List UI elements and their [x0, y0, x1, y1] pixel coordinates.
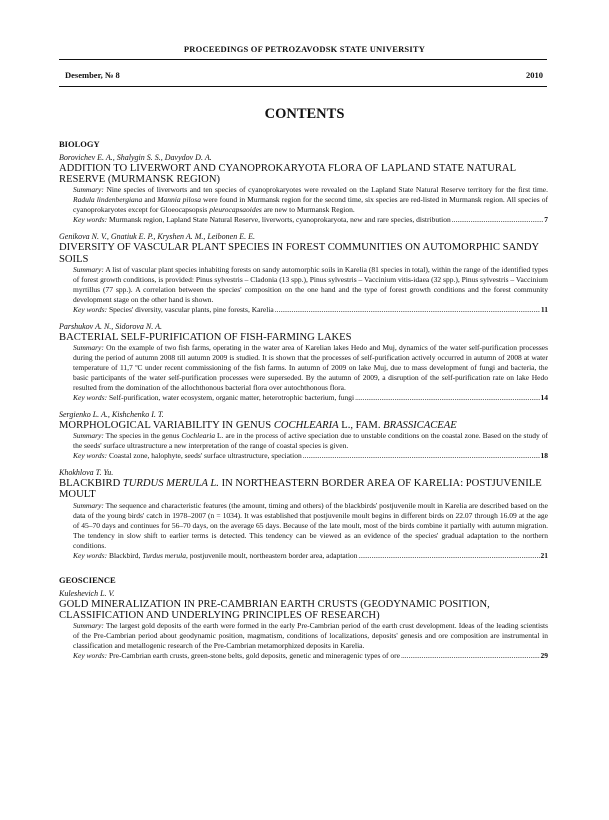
keywords-value: Murmansk region, Lapland State Natural Reserve, liverworts, cyanoprokaryota, new and rare species, distribution [108, 215, 451, 225]
summary-text: were found in Murmansk region for the second time, six species are red-listed in Murmansk region. All species of cyanoprokaryotes except for Gloeocapsopsis [73, 195, 548, 215]
entry-page-number[interactable]: 14 [540, 393, 548, 403]
keywords-label: Key words: [73, 393, 108, 403]
leader-dots [358, 551, 539, 561]
keywords-label: Key words: [73, 304, 108, 314]
title-genus-name: COCHLEARIA [273, 420, 339, 432]
keywords-value: Coastal zone, halophyte, seeds' surface ultrastructure, speciation [108, 451, 302, 461]
year-label: 2010 [526, 70, 543, 80]
keywords-value: Pre-Cambrian earth crusts, green-stone belts, gold deposits, genetic and mineragenic types of ore [108, 651, 400, 661]
keywords-value: Self-purification, water ecosystem, organic matter, heterotrophic bacterium, fungi [108, 393, 355, 403]
entry-title[interactable] [59, 478, 548, 500]
summary-text: A list of vascular plant species inhabiting forests on sandy automorphic soils in Karelia (81 species in total), within the range of the identified types of forest growth conditions, is provided: Pinus sylvestris – Cladonia (13 spp.), Pinus sylvestris – Vaccinium vitis-idaea (32 spp.), Pinus sylvestris – Vaccinium myrtillus (77 spp.). A correlation between the species' composition on the one hand and the type of forest growth conditions and the forest community development stage on the other hand is shown. [73, 264, 548, 304]
keywords-text [73, 551, 357, 561]
entry-keywords [73, 393, 548, 403]
keywords-label: Key words: [73, 550, 108, 560]
entry-summary [73, 185, 548, 215]
entry-title[interactable]: BACTERIAL SELF-PURIFICATION OF FISH-FARMING LAKES [59, 331, 352, 343]
keywords-text [73, 215, 451, 225]
leader-dots [303, 451, 540, 461]
title-text: BLACKBIRD [59, 478, 121, 490]
summary-label: Summary: [73, 264, 104, 274]
keywords-text [73, 393, 354, 403]
entry-summary [73, 431, 548, 451]
keywords-value: Blackbird, [108, 550, 141, 560]
keywords-species-name: Turdus merula [142, 550, 187, 560]
entry-summary [73, 501, 548, 551]
title-species-name: TURDUS MERULA L. [122, 478, 219, 490]
title-text: IN NORTHEASTERN BORDER AREA OF KARELIA: POSTJUVENILE MOULT [59, 478, 542, 501]
summary-species-name: Mannia pilosa [157, 195, 201, 205]
summary-text: The sequence and characteristic features (the amount, timing and others) of the blackbirds' postjuvenile moult in Karelia are described based on the data of the young birds' catch in 1978–2007 (n = 1034). It was established that postjuvenile moult begins in different birds on 22.07 through 16.09 at the age of 45–70 days and continues for 56–70 days, on the average 65 days. Because of the late moult, most of the birds combine it partially with autumn migration. The tendency in slow shift to earlier terms is detected. This tendency can be viewed as an evidence of the species' gradual adaptation to the northern conditions. [73, 500, 548, 550]
summary-label: Summary: [73, 621, 104, 631]
leader-dots [275, 305, 540, 315]
entry-summary [73, 265, 548, 305]
entry-summary [73, 343, 548, 393]
summary-text: The species in the genus [105, 431, 180, 441]
title-family-name: BRASSICACEAE [383, 420, 457, 432]
contents-body [59, 139, 548, 668]
summary-text: Nine species of liverworts and ten species of cyanoprokaryotes were revealed on the Lapland State Natural Reserve territory for the first time. [106, 185, 549, 195]
entry-authors: Kuleshevich L. V. [59, 588, 115, 598]
leader-dots [401, 651, 540, 661]
title-text: L., FAM. [341, 420, 381, 432]
summary-label: Summary: [73, 500, 104, 510]
entry-authors: Genikova N. V., Gnatiuk E. P., Kryshen A. M., Leibonen E. E. [59, 232, 255, 242]
summary-text: and [144, 195, 156, 205]
summary-genus-name: Cochlearia [181, 431, 216, 441]
entry-keywords [73, 551, 548, 561]
keywords-value: , postjuvenile moult, northeastern border area, adaptation [186, 550, 358, 560]
entry-authors: Khokhlova T. Yu. [59, 468, 114, 478]
entry-title[interactable] [59, 420, 548, 431]
leader-dots [452, 215, 543, 225]
contents-entry [59, 232, 548, 314]
contents-entry [59, 410, 548, 461]
entry-keywords [73, 651, 548, 661]
entry-page-number[interactable]: 18 [540, 451, 548, 461]
summary-species-name: Radula lindenbergiana [73, 195, 143, 205]
entry-keywords [73, 305, 548, 315]
leader-dots [355, 393, 539, 403]
contents-entry [59, 322, 548, 403]
contents-entry [59, 468, 548, 560]
entry-keywords [73, 215, 548, 225]
entry-authors: Parshukov A. N., Sidorova N. A. [59, 321, 162, 331]
summary-text: On the example of two fish farms, operating in the water area of Karelian lakes Hedo and Muj, dynamics of the water self-purification processes during the period of autumn 2008 till autumn 2009 is studied. It is shown that the processes of self-purification actively occurred in autumn of 2008 at water temperature of 11,7 ºC under recent commissioning of the fish farms. In autumn of 2009 on lake Muj, due to mass development of fungi and bacteria, the basic participants of the water self-purification processes were superseded. By the autumn of 2009, a disruption of the self-purification rate on lake Hedo resulted from the domination of the allochthonous bacterial flora over autochthonous flora. [73, 343, 548, 393]
entry-authors: Borovichev E. A., Shalygin S. S., Davydov D. A. [59, 153, 212, 162]
entry-page-number[interactable]: 7 [544, 215, 548, 225]
entry-title[interactable]: DIVERSITY OF VASCULAR PLANT SPECIES IN FOREST COMMUNITIES ON AUTOMORPHIC SANDY SOILS [59, 242, 539, 265]
summary-label: Summary: [73, 185, 104, 195]
keywords-label: Key words: [73, 215, 108, 225]
contents-entry [59, 589, 548, 661]
summary-species-name: pleurocapsaoides [209, 205, 262, 215]
summary-text: are new to Murmansk Region. [263, 205, 355, 215]
contents-entry [59, 153, 548, 225]
entry-page-number[interactable]: 21 [540, 550, 548, 560]
keywords-text [73, 451, 302, 461]
keywords-label: Key words: [73, 651, 108, 661]
section-heading-biology: BIOLOGY [59, 139, 100, 149]
section-heading-geoscience: GEOSCIENCE [59, 574, 116, 585]
entry-summary [73, 621, 548, 651]
entry-page-number[interactable]: 11 [540, 304, 548, 314]
summary-text: L. are in the process of active speciation due to unstable conditions on the coastal zone. Based on the study of the seeds' surface ultrastructure a new interpretation of the range of coastal species is given. [73, 431, 548, 451]
header-rule-top [59, 59, 547, 60]
keywords-text [73, 651, 400, 661]
issue-label: Desember, № 8 [65, 70, 120, 80]
title-text: MORPHOLOGICAL VARIABILITY IN GENUS [59, 420, 272, 432]
summary-label: Summary: [73, 431, 104, 441]
contents-title: CONTENTS [264, 106, 345, 122]
entry-title[interactable]: ADDITION TO LIVERWORT AND CYANOPROKARYOTA FLORA OF LAPLAND STATE NATURAL RESERVE (MURMANSK REGION) [59, 163, 516, 186]
entry-authors: Sergienko L. A., Kishchenko I. T. [59, 410, 164, 420]
keywords-label: Key words: [73, 451, 108, 461]
entry-title[interactable]: GOLD MINERALIZATION IN PRE-CAMBRIAN EARTH CRUSTS (GEODYNAMIC POSITION, CLASSIFICATION AND UNDERLYING PRINCIPLES OF RESEARCH) [59, 598, 490, 621]
entry-keywords [73, 451, 548, 461]
journal-name: PROCEEDINGS OF PETROZAVODSK STATE UNIVERSITY [183, 44, 426, 54]
header-rule-bottom [59, 86, 547, 87]
keywords-text [73, 305, 274, 315]
keywords-value: Species' diversity, vascular plants, pine forests, Karelia [108, 304, 274, 314]
entry-page-number[interactable]: 29 [540, 651, 548, 661]
summary-text: The largest gold deposits of the earth were formed in the early Pre-Cambrian period of the earth crust development. Ideas of the leading scientists of the Pre-Cambrian period about geodynamic position, magmatism, conditions of localizations, deposits' genesis and ore composition are instrumental in classification and metallogenic research of the Pre-Cambrian metamorphized deposits in Karelia. [73, 621, 548, 651]
summary-label: Summary: [73, 343, 104, 353]
